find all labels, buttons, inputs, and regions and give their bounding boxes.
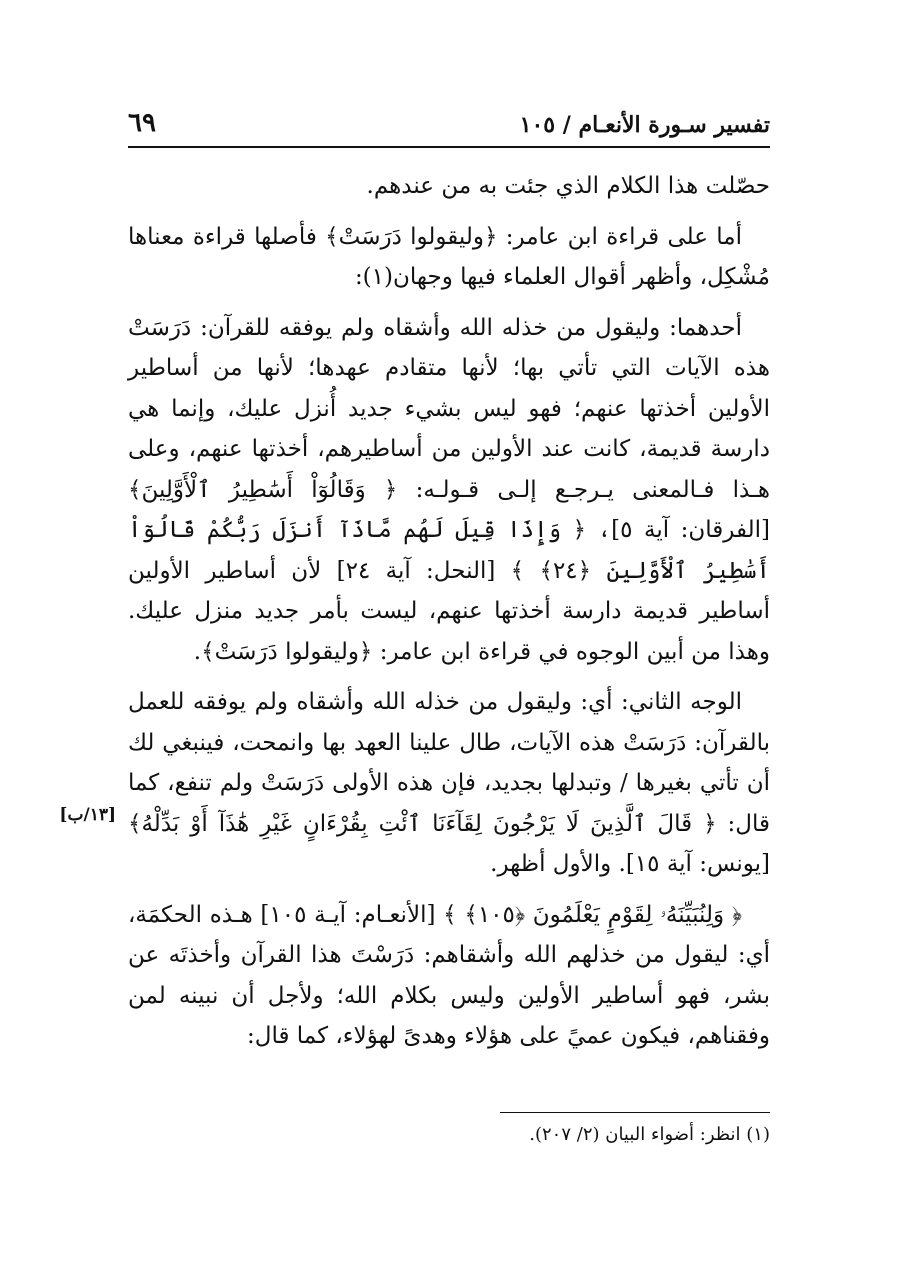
body-text bbox=[128, 166, 770, 1067]
paragraph-3: أحدهما: وليقول من خذله الله وأشقاه ولم يوفقه للقرآن: دَرَسَتْ هذه الآيات التي تأتي بها؛ لأنها متقادم عهدها؛ لأنها من أساطير الأولين أخذتها عنهم؛ فهو ليس بشيء جديد أُنزل عليك، وإنما هي دارسة قديمة، كانت عند الأولين من أساطيرهم، أخذتها عنهم، وعلى هـذا فـالمعنى يـرجـع إلـى قـولـه: ﴿ وَقَالُوٓاْ أَسَٰطِيرُ ٱلْأَوَّلِينَ﴾ [الفرقان: آية ٥]، ﴿ وَإِذَا قِيلَ لَهُم مَّاذَآ أَنزَلَ رَبُّكُمْ قَالُوٓاْ أَسَٰطِيرُ ٱلْأَوَّلِينَ ﴿٢٤﴾ ﴾ [النحل: آية ٢٤] لأن أساطير الأولين أساطير قديمة دارسة أخذتها عنهم، ليست بأمر جديد منزل عليك. وهذا من أبين الوجوه في قراءة ابن عامر: ﴿وليقولوا دَرَسَتْ﴾. bbox=[128, 314, 771, 665]
header-rule bbox=[128, 146, 770, 148]
page-number: ٦٩ bbox=[128, 108, 156, 138]
paragraph-4: الوجه الثاني: أي: وليقول من خذله الله وأشقاه ولم يوفقه للعمل بالقرآن: دَرَسَتْ هذه الآيات، طال علينا العهد بها وانمحت، فينبغي لك أن تأتي بغيرها / وتبدلها بجديد، فإن هذه الأولى دَرَسَتْ ولم تنفع، كما قال: ﴿ قَالَ ٱلَّذِينَ لَا يَرْجُونَ لِقَآءَنَا ٱئْتِ بِقُرْءَانٍ غَيْرِ هَٰذَآ أَوْ بَدِّلْهُ﴾ [يونس: آية ١٥]. والأول أظهر. bbox=[128, 689, 770, 877]
paragraph-2: أما على قراءة ابن عامر: ﴿وليقولوا دَرَسَتْ﴾ فأصلها قراءة معناها مُشْكِل، وأظهر أقوال العلماء فيها وجهان(١): bbox=[128, 223, 770, 290]
paragraph-1: حصّلت هذا الكلام الذي جئت به من عندهم. bbox=[366, 173, 770, 199]
footnote-rule bbox=[500, 1112, 770, 1113]
paragraph-5: ﴿ وَلِنُبَيِّنَهُۥ لِقَوْمٍ يَعْلَمُونَ ﴿١٠٥﴾ ﴾ [الأنعـام: آيـة ١٠٥] هـذه الحكمَة، أي: ليقول من خذلهم الله وأشقاهم: دَرَسْتَ هذا القرآن وأخذتَه عن بشر، فهو أساطير الأولين وليس بكلام الله؛ ولأجل أن نبينه لمن وفقناهم، فيكون عميً على هؤلاء وهدىً لهؤلاء، كما قال: bbox=[128, 901, 770, 1049]
manuscript-folio-marker: [١٣/ب] bbox=[59, 805, 116, 825]
running-title: تفسير سـورة الأنعـام / ١٠٥ bbox=[519, 112, 770, 138]
page-header bbox=[128, 108, 770, 144]
footnote: (١) انظر: أضواء البيان (٢/ ٢٠٧). bbox=[529, 1124, 770, 1145]
